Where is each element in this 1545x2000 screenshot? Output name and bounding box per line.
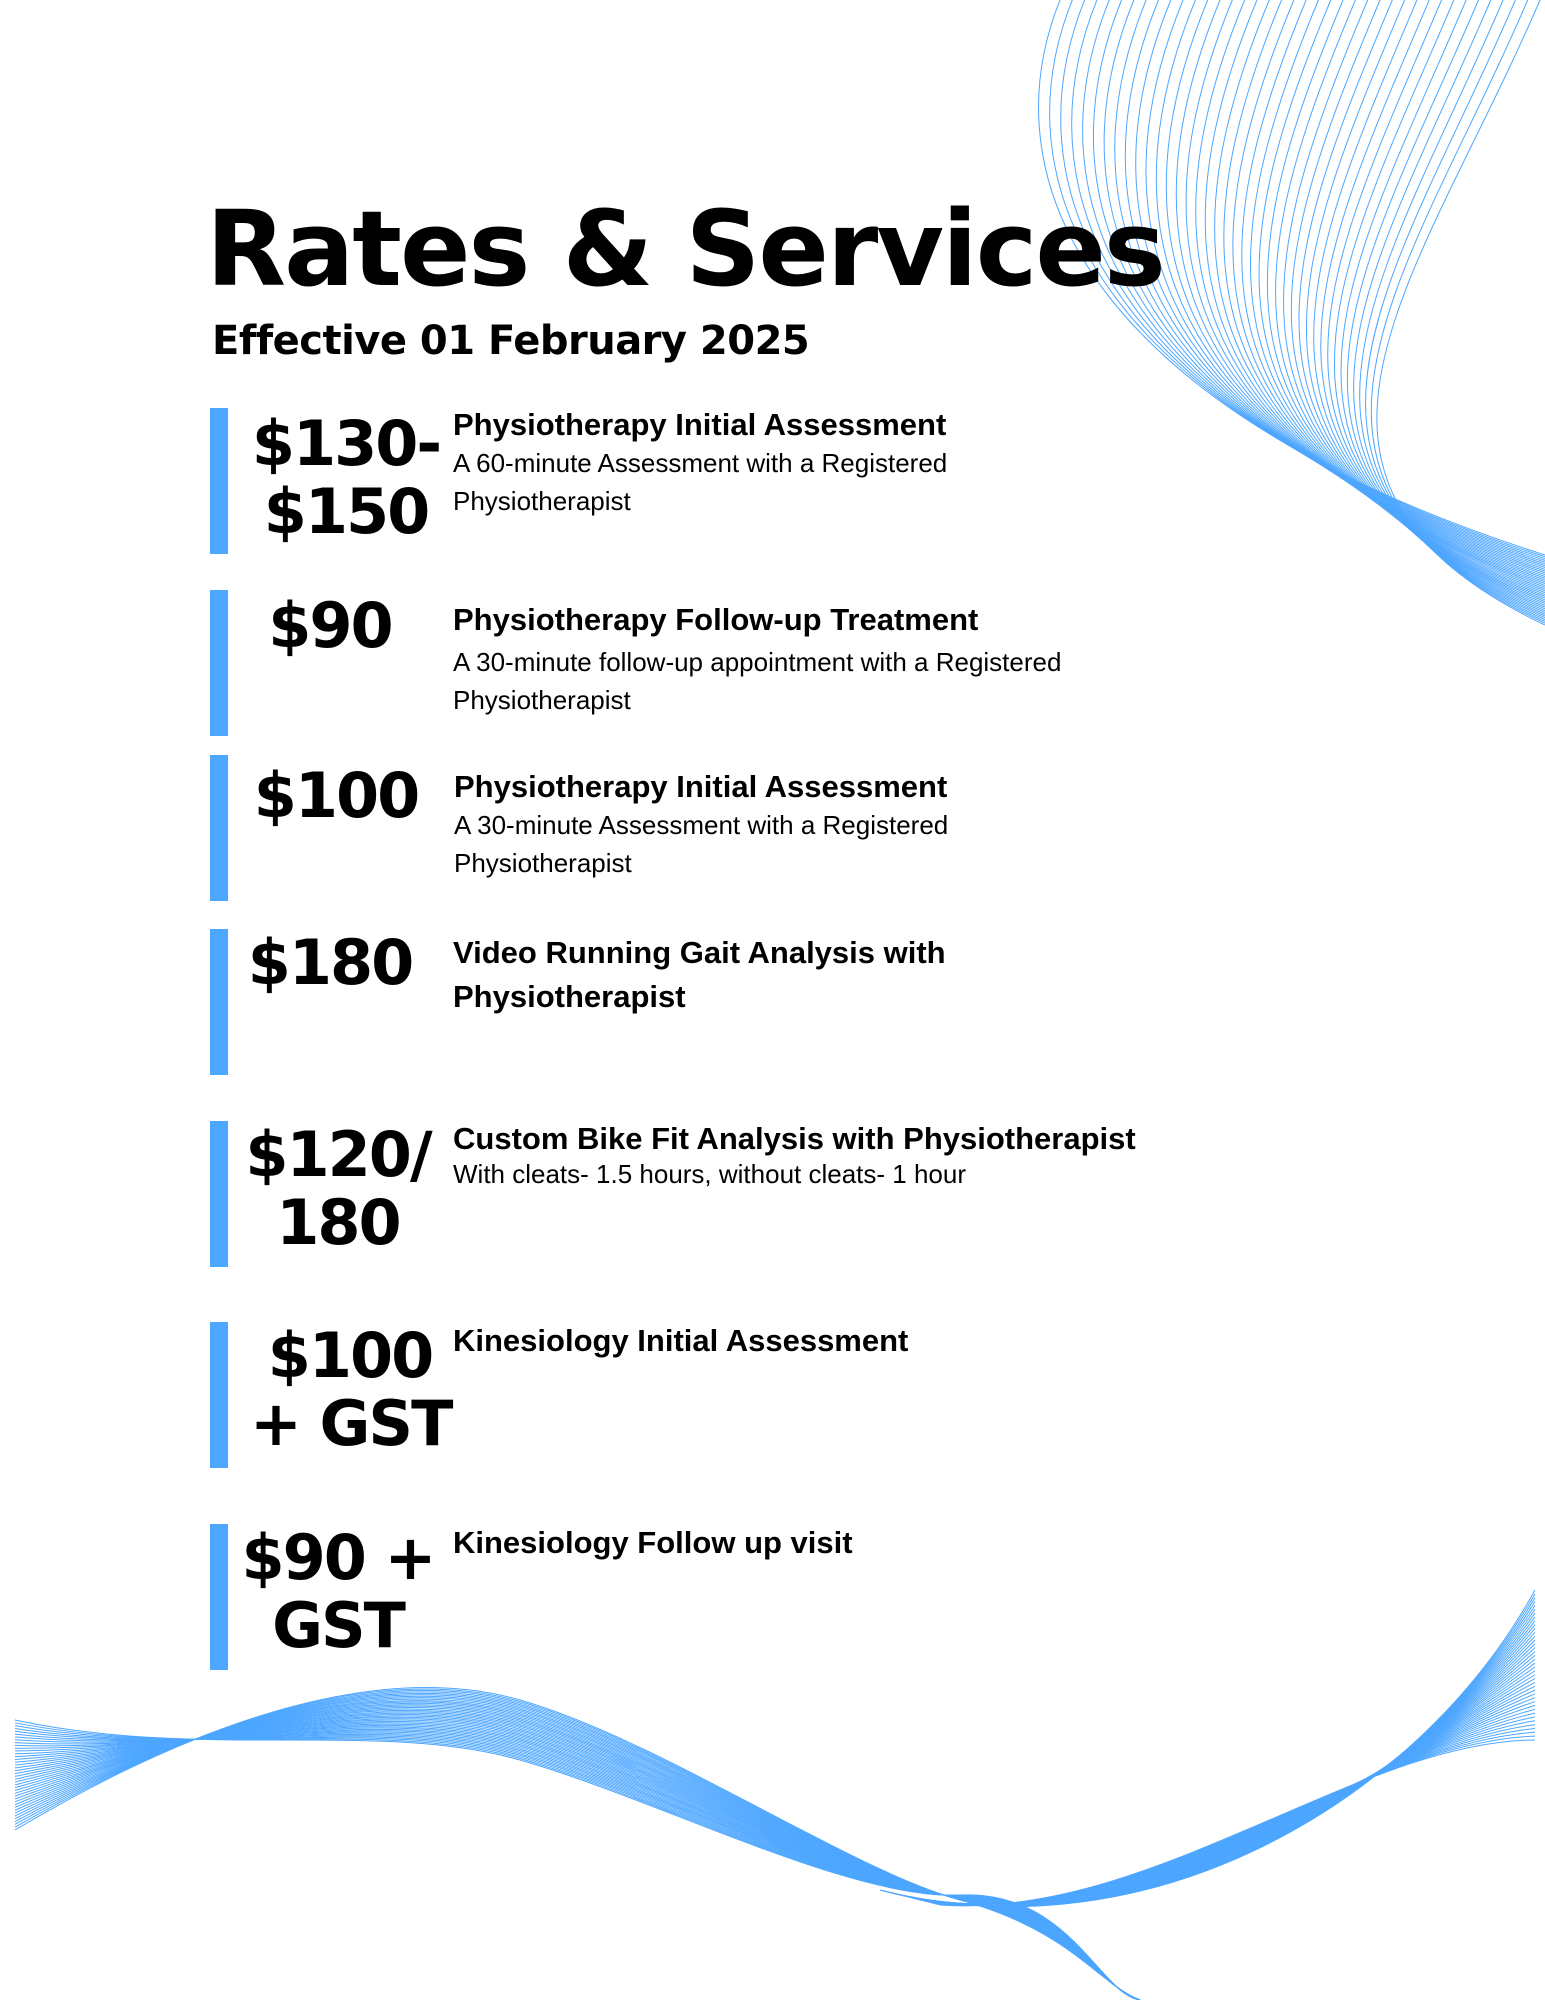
wave-line-bottom <box>15 1705 1140 2000</box>
wave-line-top <box>1306 0 1545 605</box>
wave-line-bottom <box>15 1731 1140 2000</box>
accent-bar <box>210 755 228 901</box>
service-title: Kinesiology Follow up visit <box>453 1525 853 1560</box>
wave-line-top <box>1341 0 1545 614</box>
wave-line-bottom <box>15 1709 1140 2000</box>
wave-line-top <box>1354 0 1545 618</box>
accent-bar <box>210 590 228 736</box>
wave-line-right <box>929 1713 1535 1905</box>
wave-line-bottom <box>15 1703 1140 2000</box>
wave-line-top <box>1299 0 1545 603</box>
service-price: $100 + GST <box>250 1319 452 1460</box>
wave-line-right <box>937 1732 1535 1905</box>
wave-line-top <box>1347 0 1545 616</box>
effective-date: Effective 01 February 2025 <box>212 318 810 364</box>
service-title: Physiotherapy Initial Assessment <box>453 407 947 442</box>
wave-line-bottom <box>15 1725 1140 2000</box>
service-title: Video Running Gait Analysis with Physiotherapist <box>453 935 946 1014</box>
wave-line-right <box>909 1663 1535 1904</box>
wave-line-bottom <box>15 1728 1140 2000</box>
wave-line-bottom <box>15 1690 1140 2000</box>
wave-line-bottom <box>15 1727 1140 2000</box>
wave-line-bottom <box>15 1698 1140 2000</box>
service-price: $100 <box>253 759 419 832</box>
wave-line-right <box>918 1686 1535 1904</box>
wave-line-top <box>1321 0 1545 609</box>
service-description: A 30-minute follow-up appointment with a Registered Physiotherapist <box>453 647 1062 715</box>
wave-line-top <box>1291 0 1545 602</box>
wave-line-right <box>922 1694 1535 1904</box>
wave-line-bottom <box>15 1719 1140 2000</box>
wave-line-right <box>923 1698 1535 1905</box>
service-row <box>210 590 1310 736</box>
wave-line-bottom <box>15 1700 1140 2000</box>
wave-line-bottom <box>15 1712 1140 2000</box>
wave-line-right <box>931 1717 1535 1905</box>
wave-line-bottom <box>15 1720 1140 2000</box>
wave-line-top <box>1276 0 1545 598</box>
wave-line-top <box>1334 0 1545 612</box>
wave-line-bottom <box>15 1696 1140 2000</box>
wave-line-bottom <box>15 1693 1140 2000</box>
wave-line-right <box>912 1671 1535 1904</box>
service-price: $90 <box>268 589 392 662</box>
service-price: $130- $150 <box>251 407 441 548</box>
service-description: With cleats- 1.5 hours, without cleats- 1 hour <box>453 1159 967 1189</box>
accent-bar <box>210 1322 228 1468</box>
service-row <box>210 1118 1310 1267</box>
wave-line-right <box>902 1644 1535 1905</box>
wave-line-bottom <box>15 1734 1140 2000</box>
wave-line-bottom <box>15 1720 1140 2000</box>
wave-line-bottom <box>15 1732 1140 2000</box>
wave-line-top <box>1371 0 1545 623</box>
wave-line-bottom <box>15 1692 1140 2000</box>
service-price: $120/ 180 <box>245 1118 431 1259</box>
service-title: Physiotherapy Follow-up Treatment <box>453 602 979 637</box>
wave-line-right <box>897 1632 1535 1905</box>
wave-line-right <box>898 1636 1535 1905</box>
wave-line-bottom <box>15 1731 1140 2000</box>
service-row <box>210 408 1310 554</box>
wave-line-bottom <box>15 1702 1140 2000</box>
service-title: Custom Bike Fit Analysis with Physiotherapist <box>453 1121 1136 1156</box>
service-description: A 60-minute Assessment with a Registered Physiotherapist <box>453 448 948 516</box>
wave-line-right <box>938 1736 1535 1906</box>
wave-line-right <box>935 1728 1535 1905</box>
wave-line-bottom <box>15 1695 1140 2000</box>
wave-line-bottom <box>15 1728 1140 2000</box>
wave-line-bottom <box>15 1733 1140 2000</box>
wave-line-right <box>925 1702 1535 1905</box>
wave-line-right <box>908 1659 1535 1904</box>
wave-line-right <box>928 1709 1535 1904</box>
service-price: $90 + GST <box>241 1521 435 1662</box>
wave-line-bottom <box>15 1689 1140 2000</box>
accent-bar <box>210 1121 228 1267</box>
service-row <box>210 1319 1310 1468</box>
service-row <box>210 755 1310 901</box>
accent-bar <box>210 1524 228 1670</box>
wave-line-right <box>920 1690 1535 1904</box>
wave-line-right <box>911 1667 1535 1904</box>
wave-line-bottom <box>15 1708 1140 2000</box>
wave-line-bottom <box>15 1706 1140 2000</box>
wave-line-right <box>914 1675 1535 1905</box>
service-title: Physiotherapy Initial Assessment <box>454 769 948 804</box>
wave-line-right <box>900 1640 1535 1905</box>
wave-line-top <box>1314 0 1545 607</box>
wave-line-bottom <box>15 1710 1140 2000</box>
wave-line-bottom <box>15 1721 1140 2000</box>
accent-bar <box>210 929 228 1075</box>
wave-line-bottom <box>15 1688 1140 2000</box>
wave-line-right <box>932 1721 1535 1905</box>
wave-line-bottom <box>15 1724 1140 2000</box>
wave-line-right <box>906 1655 1535 1904</box>
wave-line-top <box>1328 0 1545 611</box>
wave-line-right <box>903 1648 1535 1905</box>
service-row <box>210 926 1310 1075</box>
accent-bar <box>210 408 228 554</box>
wave-line-right <box>915 1678 1535 1904</box>
wave-line-bottom <box>15 1715 1140 2000</box>
service-row <box>210 1521 1310 1670</box>
wave-line-right <box>926 1705 1535 1904</box>
service-price: $180 <box>247 926 413 999</box>
wave-line-bottom <box>15 1699 1140 2000</box>
wave-line-top <box>1377 0 1545 625</box>
wave-line-bottom <box>15 1716 1140 2000</box>
wave-line-bottom <box>15 1726 1140 2000</box>
wave-line-top <box>1284 0 1545 600</box>
wave-line-bottom <box>15 1717 1140 2000</box>
wave-line-bottom <box>15 1713 1140 2000</box>
wave-line-right <box>905 1652 1535 1905</box>
wave-line-bottom <box>15 1723 1140 2000</box>
wave-line-top <box>1366 0 1545 621</box>
wave-line-bottom <box>15 1729 1140 2000</box>
wave-line-right <box>934 1725 1535 1906</box>
wave-line-top <box>1360 0 1545 620</box>
wave-line-right <box>940 1740 1535 1906</box>
wave-line-bottom <box>15 1723 1140 2000</box>
service-title: Kinesiology Initial Assessment <box>453 1323 909 1358</box>
service-description: A 30-minute Assessment with a Registered Physiotherapist <box>454 810 949 878</box>
wave-line-right <box>917 1682 1535 1904</box>
page-title: Rates & Services <box>206 188 1164 310</box>
